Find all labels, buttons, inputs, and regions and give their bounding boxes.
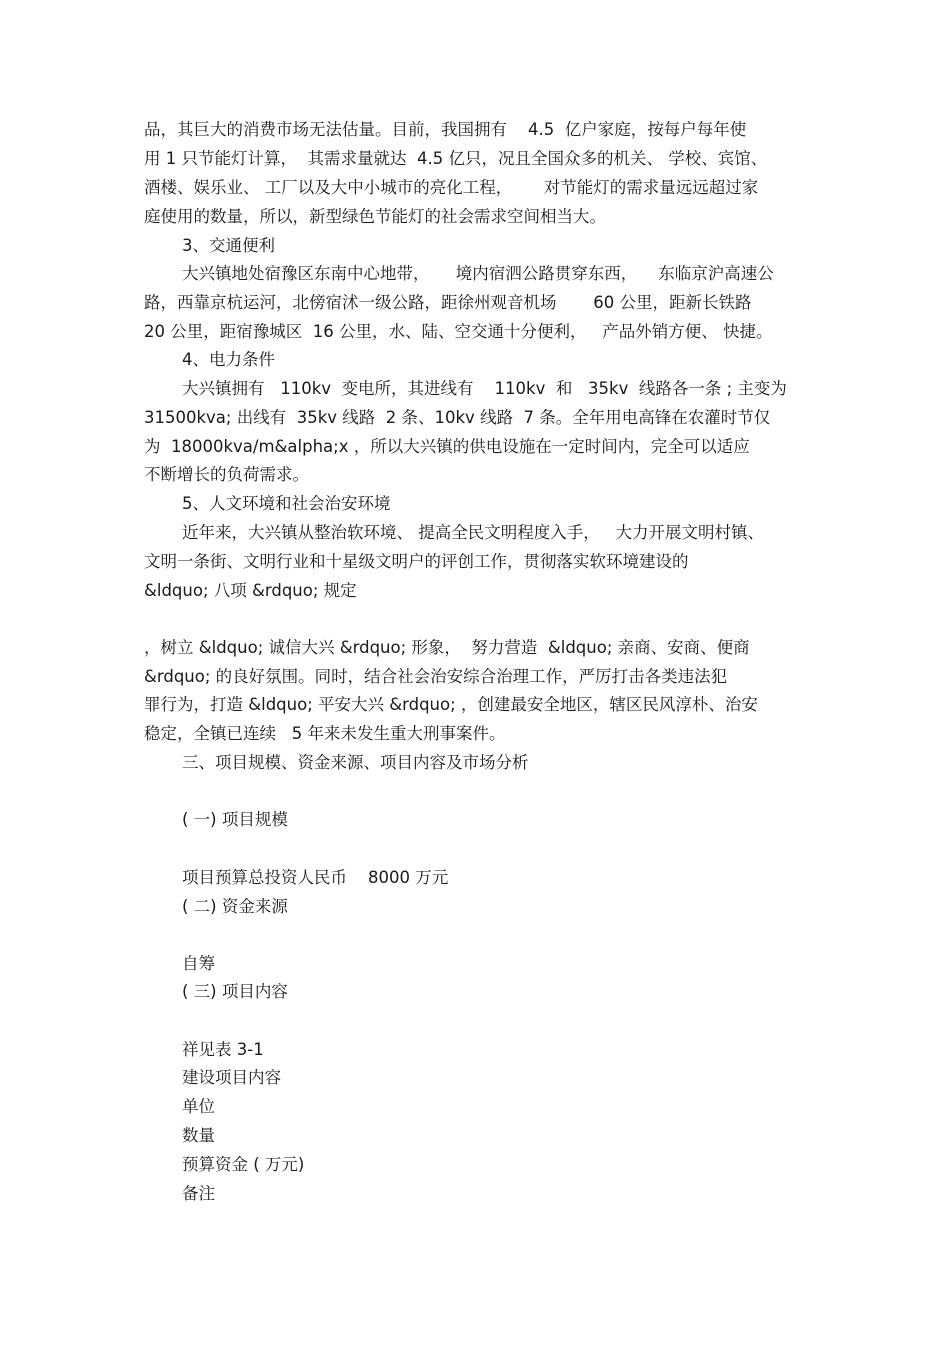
paragraph-line: 20 公里，距宿豫城区 16 公里，水、陆、空交通十分便利， 产品外销方便、 快捷。 xyxy=(144,322,773,341)
table-reference: 祥见表 3-1 xyxy=(182,1040,264,1059)
table-header-unit: 单位 xyxy=(182,1097,215,1116)
paragraph-line: 大兴镇地处宿豫区东南中心地带， 境内宿泗公路贯穿东西， 东临京沪高速公 xyxy=(182,264,774,283)
paragraph-line: 文明一条街、文明行业和十星级文明户的评创工作，贯彻落实软环境建设的 xyxy=(144,552,689,571)
section-heading-power: 4、电力条件 xyxy=(182,350,275,369)
paragraph-line: 庭使用的数量，所以，新型绿色节能灯的社会需求空间相当大。 xyxy=(144,207,606,226)
section-heading-environment: 5、人文环境和社会治安环境 xyxy=(182,494,391,513)
chapter-heading: 三、项目规模、资金来源、项目内容及市场分析 xyxy=(182,753,529,772)
paragraph-line: 为 18000kva/m&alpha;x ，所以大兴镇的供电设施在一定时间内，完全可以适应 xyxy=(144,437,750,456)
paragraph-line: 罪行为，打造 &ldquo; 平安大兴 &rdquo; ，创建最安全地区，辖区民风淳朴、治安 xyxy=(144,695,758,714)
paragraph-line: 稳定，全镇已连续 5 年来未发生重大刑事案件。 xyxy=(144,724,506,743)
subsection-heading-content: ( 三) 项目内容 xyxy=(182,982,288,1001)
table-header-notes: 备注 xyxy=(182,1184,215,1203)
paragraph-line: 大兴镇拥有 110kv 变电所，其进线有 110kv 和 35kv 线路各一条 ; 主变为 xyxy=(182,379,787,398)
paragraph-line: 酒楼、娱乐业、 工厂以及大中小城市的亮化工程， 对节能灯的需求量远远超过家 xyxy=(144,178,759,197)
table-header-budget: 预算资金 ( 万元) xyxy=(182,1155,305,1174)
table-header-item: 建设项目内容 xyxy=(182,1068,281,1087)
table-header-quantity: 数量 xyxy=(182,1126,215,1145)
paragraph-line: 用 1 只节能灯计算， 其需求量就达 4.5 亿只，况且全国众多的机关、 学校、宾馆、 xyxy=(144,149,768,168)
paragraph-line: 31500kva; 出线有 35kv 线路 2 条、10kv 线路 7 条。全年用电高锋在农灌时节仅 xyxy=(144,408,771,427)
subsection-heading-funding: ( 二) 资金来源 xyxy=(182,897,288,916)
paragraph-line: 路，西靠京杭运河，北傍宿沭一级公路，距徐州观音机场 60 公里，距新长铁路 xyxy=(144,293,752,312)
paragraph-line: 不断增长的负荷需求。 xyxy=(144,465,309,484)
paragraph-line: 品，其巨大的消费市场无法估量。目前，我国拥有 4.5 亿户家庭，按每户每年使 xyxy=(144,120,747,139)
funding-text: 自筹 xyxy=(182,954,215,973)
paragraph-line: 近年来，大兴镇从整治软环境、 提高全民文明程度入手， 大力开展文明村镇、 xyxy=(182,523,764,542)
paragraph-line: &ldquo; 八项 &rdquo; 规定 xyxy=(144,581,357,600)
subsection-heading-scale: ( 一) 项目规模 xyxy=(182,810,288,829)
paragraph-line: &rdquo; 的良好氛围。同时，结合社会治安综合治理工作，严厉打击各类违法犯 xyxy=(144,667,728,686)
paragraph-line: ，树立 &ldquo; 诚信大兴 &rdquo; 形象， 努力营造 &ldquo; 亲商、安商、便商 xyxy=(144,638,750,657)
section-heading-traffic: 3、交通便利 xyxy=(182,236,275,255)
investment-text: 项目预算总投资人民币 8000 万元 xyxy=(182,868,449,887)
